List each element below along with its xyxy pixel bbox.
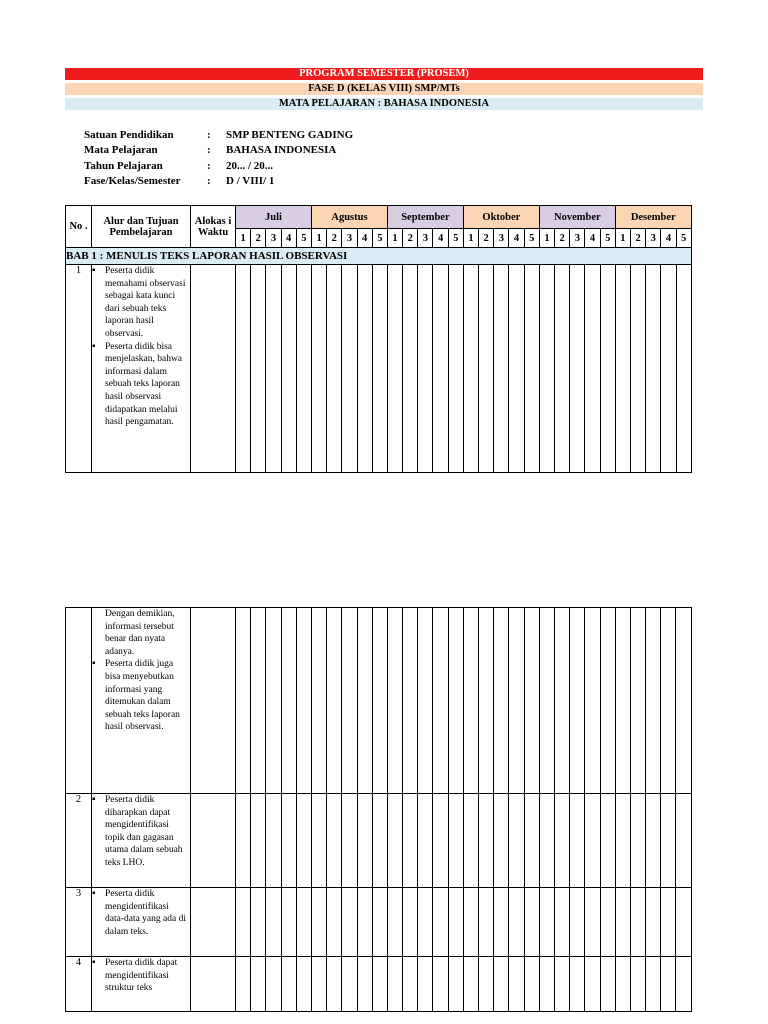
alokasi-cell [191, 265, 236, 473]
schedule-cell-desember-1 [615, 794, 630, 888]
schedule-cell-oktober-1 [463, 608, 478, 794]
schedule-cell-oktober-4 [509, 794, 524, 888]
info-colon: : [207, 159, 211, 172]
col-header-alur: Alur dan Tujuan Pembelajaran [92, 206, 191, 248]
bab-1-heading: BAB 1 : MENULIS TEKS LAPORAN HASIL OBSERVASI [66, 248, 692, 265]
schedule-cell-desember-3 [646, 608, 661, 794]
schedule-cell-september-5 [448, 608, 463, 794]
schedule-cell-desember-5 [676, 794, 691, 888]
week-header-november-2: 2 [555, 229, 570, 248]
schedule-cell-desember-5 [676, 957, 691, 1012]
week-header-agustus-5: 5 [372, 229, 387, 248]
table-row [66, 265, 692, 473]
schedule-cell-oktober-1 [463, 794, 478, 888]
info-value: BAHASA INDONESIA [226, 144, 337, 157]
schedule-cell-desember-2 [630, 608, 645, 794]
schedule-cell-september-3 [418, 957, 433, 1012]
schedule-cell-juli-1 [236, 888, 251, 957]
schedule-cell-agustus-1 [311, 608, 326, 794]
week-header-september-5: 5 [448, 229, 463, 248]
schedule-cell-desember-5 [676, 265, 691, 473]
schedule-cell-desember-1 [615, 888, 630, 957]
schedule-cell-september-4 [433, 794, 448, 888]
schedule-cell-oktober-5 [524, 608, 539, 794]
info-label: Tahun Pelajaran [84, 159, 163, 172]
schedule-cell-juli-3 [266, 794, 281, 888]
table-row [66, 957, 692, 1012]
schedule-cell-oktober-4 [509, 608, 524, 794]
schedule-cell-agustus-1 [311, 888, 326, 957]
schedule-cell-oktober-1 [463, 265, 478, 473]
schedule-cell-desember-3 [646, 794, 661, 888]
schedule-cell-september-1 [387, 265, 402, 473]
alur-cell [92, 794, 191, 888]
schedule-cell-juli-1 [236, 957, 251, 1012]
tujuan-item: ▪ Peserta didik diharapkan dapat mengidentifikasi topik dan gagasan utama dalam sebuah teks LHO. [92, 794, 190, 870]
week-header-oktober-1: 1 [463, 229, 478, 248]
schedule-cell-november-5 [600, 608, 615, 794]
schedule-cell-juli-5 [296, 957, 311, 1012]
schedule-cell-juli-3 [266, 888, 281, 957]
week-header-september-4: 4 [433, 229, 448, 248]
schedule-cell-desember-4 [661, 608, 676, 794]
alur-cell [92, 265, 191, 473]
schedule-cell-agustus-3 [342, 265, 357, 473]
alokasi-cell [191, 608, 236, 794]
week-header-juli-3: 3 [266, 229, 281, 248]
schedule-cell-agustus-5 [372, 794, 387, 888]
schedule-cell-november-1 [539, 794, 554, 888]
schedule-cell-desember-2 [630, 888, 645, 957]
schedule-cell-desember-2 [630, 265, 645, 473]
info-row-satuan [84, 127, 353, 143]
week-header-juli-4: 4 [281, 229, 296, 248]
week-header-agustus-1: 1 [311, 229, 326, 248]
schedule-cell-juli-1 [236, 794, 251, 888]
month-header-november: November [539, 206, 615, 229]
schedule-cell-desember-3 [646, 957, 661, 1012]
schedule-cell-oktober-3 [494, 957, 509, 1012]
schedule-cell-desember-4 [661, 888, 676, 957]
schedule-cell-september-4 [433, 608, 448, 794]
schedule-cell-oktober-4 [509, 957, 524, 1012]
schedule-cell-desember-5 [676, 608, 691, 794]
info-value: D / VIII/ 1 [226, 175, 275, 188]
schedule-cell-juli-5 [296, 265, 311, 473]
schedule-cell-agustus-1 [311, 794, 326, 888]
schedule-cell-juli-4 [281, 608, 296, 794]
schedule-cell-september-3 [418, 888, 433, 957]
schedule-cell-oktober-5 [524, 265, 539, 473]
school-info-block [84, 127, 353, 189]
schedule-cell-agustus-5 [372, 265, 387, 473]
schedule-cell-november-4 [585, 608, 600, 794]
week-header-juli-2: 2 [251, 229, 266, 248]
info-value: 20... / 20... [226, 159, 274, 172]
schedule-cell-juli-2 [251, 794, 266, 888]
schedule-cell-september-3 [418, 794, 433, 888]
month-header-juli: Juli [236, 206, 312, 229]
mapel-banner: MATA PELAJARAN : BAHASA INDONESIA [65, 98, 703, 110]
week-header-desember-2: 2 [630, 229, 645, 248]
schedule-cell-november-5 [600, 794, 615, 888]
schedule-cell-oktober-2 [479, 608, 494, 794]
schedule-cell-desember-1 [615, 265, 630, 473]
week-header-november-5: 5 [600, 229, 615, 248]
schedule-cell-agustus-4 [357, 888, 372, 957]
schedule-cell-november-1 [539, 608, 554, 794]
schedule-cell-oktober-1 [463, 888, 478, 957]
month-header-desember: Desember [615, 206, 691, 229]
week-header-juli-5: 5 [296, 229, 311, 248]
schedule-cell-november-5 [600, 957, 615, 1012]
row-number: 3 [66, 888, 92, 957]
schedule-cell-oktober-3 [494, 265, 509, 473]
schedule-cell-oktober-2 [479, 794, 494, 888]
month-header-agustus: Agustus [311, 206, 387, 229]
week-header-november-4: 4 [585, 229, 600, 248]
schedule-cell-oktober-5 [524, 888, 539, 957]
schedule-cell-agustus-1 [311, 957, 326, 1012]
schedule-cell-september-5 [448, 957, 463, 1012]
schedule-cell-november-4 [585, 957, 600, 1012]
schedule-cell-november-4 [585, 265, 600, 473]
schedule-cell-agustus-3 [342, 608, 357, 794]
col-header-no: No . [66, 206, 92, 248]
alokasi-cell [191, 888, 236, 957]
schedule-cell-desember-4 [661, 794, 676, 888]
schedule-cell-oktober-3 [494, 608, 509, 794]
schedule-cell-november-2 [554, 608, 569, 794]
schedule-cell-oktober-1 [463, 957, 478, 1012]
schedule-cell-november-1 [539, 957, 554, 1012]
schedule-cell-agustus-1 [311, 265, 326, 473]
info-row-mapel [84, 143, 353, 159]
schedule-cell-september-2 [403, 957, 418, 1012]
info-colon: : [207, 128, 211, 141]
tujuan-continuation: Dengan demikian, informasi tersebut benar dan nyata adanya. [105, 609, 175, 657]
week-header-juli-1: 1 [236, 229, 251, 248]
schedule-cell-agustus-2 [327, 957, 342, 1012]
alur-cell [92, 888, 191, 957]
schedule-cell-agustus-2 [327, 608, 342, 794]
schedule-cell-desember-2 [630, 794, 645, 888]
schedule-cell-september-4 [433, 957, 448, 1012]
schedule-cell-november-4 [585, 888, 600, 957]
schedule-cell-november-3 [570, 794, 585, 888]
schedule-cell-desember-5 [676, 888, 691, 957]
prosem-table-page1 [65, 205, 692, 473]
schedule-cell-agustus-5 [372, 888, 387, 957]
schedule-cell-agustus-5 [372, 957, 387, 1012]
prosem-table-page2 [65, 607, 692, 1012]
col-header-alokasi: Alokas i Waktu [191, 206, 236, 248]
row-number: 2 [66, 794, 92, 888]
month-header-september: September [387, 206, 463, 229]
alur-cell [92, 608, 191, 794]
schedule-cell-november-1 [539, 265, 554, 473]
info-value: SMP BENTENG GADING [226, 128, 354, 141]
schedule-cell-november-2 [555, 265, 570, 473]
prosem-title-banner: PROGRAM SEMESTER (PROSEM) [65, 68, 703, 80]
schedule-cell-september-5 [448, 888, 463, 957]
table-row [66, 888, 692, 957]
info-label: Mata Pelajaran [84, 144, 158, 157]
schedule-cell-november-3 [570, 957, 585, 1012]
week-header-september-2: 2 [403, 229, 418, 248]
tujuan-item: ▪ Peserta didik dapat mengidentifikasi struktur teks [92, 957, 190, 995]
schedule-cell-november-5 [600, 265, 615, 473]
schedule-cell-september-2 [403, 888, 418, 957]
schedule-cell-agustus-2 [327, 794, 342, 888]
schedule-cell-agustus-2 [327, 888, 342, 957]
schedule-cell-november-5 [600, 888, 615, 957]
week-header-desember-5: 5 [676, 229, 691, 248]
schedule-cell-september-2 [403, 265, 418, 473]
week-header-desember-1: 1 [615, 229, 630, 248]
schedule-cell-september-5 [448, 265, 463, 473]
row-number: 4 [66, 957, 92, 1012]
schedule-cell-agustus-3 [342, 888, 357, 957]
info-row-fase [84, 174, 353, 190]
week-header-desember-4: 4 [661, 229, 676, 248]
schedule-cell-agustus-3 [342, 957, 357, 1012]
schedule-cell-juli-3 [266, 957, 281, 1012]
table-row [66, 794, 692, 888]
schedule-cell-desember-3 [646, 888, 661, 957]
schedule-cell-september-1 [387, 957, 402, 1012]
schedule-cell-oktober-2 [479, 888, 494, 957]
week-header-september-3: 3 [418, 229, 433, 248]
schedule-cell-juli-2 [251, 265, 266, 473]
schedule-cell-november-2 [554, 794, 569, 888]
schedule-cell-oktober-4 [509, 265, 524, 473]
schedule-cell-november-4 [585, 794, 600, 888]
alokasi-cell [191, 957, 236, 1012]
schedule-cell-juli-5 [296, 608, 311, 794]
tujuan-item: ▪ Peserta didik juga bisa menyebutkan informasi yang ditemukan dalam sebuah teks laporan hasil observasi. [92, 658, 190, 734]
fase-banner: FASE D (KELAS VIII) SMP/MTs [65, 83, 703, 95]
info-row-tahun [84, 158, 353, 174]
schedule-cell-oktober-5 [524, 957, 539, 1012]
schedule-cell-desember-1 [615, 608, 630, 794]
schedule-cell-juli-2 [251, 957, 266, 1012]
schedule-cell-juli-5 [296, 794, 311, 888]
row-number: 1 [66, 265, 92, 473]
week-header-agustus-4: 4 [357, 229, 372, 248]
schedule-cell-november-2 [554, 888, 569, 957]
schedule-cell-desember-3 [646, 265, 661, 473]
schedule-cell-september-4 [433, 265, 448, 473]
week-header-november-1: 1 [539, 229, 554, 248]
schedule-cell-agustus-5 [372, 608, 387, 794]
schedule-cell-desember-1 [615, 957, 630, 1012]
info-colon: : [207, 175, 211, 188]
schedule-cell-desember-4 [661, 957, 676, 1012]
week-header-november-3: 3 [570, 229, 585, 248]
schedule-cell-september-4 [433, 888, 448, 957]
schedule-cell-november-3 [570, 265, 585, 473]
week-header-oktober-5: 5 [524, 229, 539, 248]
week-header-oktober-2: 2 [479, 229, 494, 248]
schedule-cell-oktober-3 [494, 794, 509, 888]
week-header-oktober-4: 4 [509, 229, 524, 248]
schedule-cell-november-2 [554, 957, 569, 1012]
tujuan-item: ▪ Peserta didik bisa menjelaskan, bahwa informasi dalam sebuah teks laporan hasil observasi didapatkan melalui hasil pengamatan. [92, 341, 190, 429]
schedule-cell-juli-4 [281, 265, 296, 473]
schedule-cell-oktober-2 [479, 265, 494, 473]
schedule-cell-juli-1 [236, 608, 251, 794]
info-colon: : [207, 144, 211, 157]
info-label: Fase/Kelas/Semester [84, 175, 181, 188]
schedule-cell-september-3 [418, 608, 433, 794]
schedule-cell-agustus-3 [342, 794, 357, 888]
schedule-cell-oktober-3 [494, 888, 509, 957]
schedule-cell-september-3 [418, 265, 433, 473]
schedule-cell-oktober-5 [524, 794, 539, 888]
schedule-cell-agustus-2 [327, 265, 342, 473]
week-header-agustus-2: 2 [327, 229, 342, 248]
week-header-desember-3: 3 [646, 229, 661, 248]
week-header-agustus-3: 3 [342, 229, 357, 248]
schedule-cell-september-1 [387, 794, 402, 888]
schedule-cell-agustus-4 [357, 608, 372, 794]
info-label: Satuan Pendidikan [84, 128, 174, 141]
schedule-cell-oktober-2 [479, 957, 494, 1012]
schedule-cell-september-2 [403, 794, 418, 888]
schedule-cell-juli-5 [296, 888, 311, 957]
schedule-cell-juli-1 [236, 265, 251, 473]
alur-cell [92, 957, 191, 1012]
schedule-cell-juli-4 [281, 957, 296, 1012]
schedule-cell-agustus-4 [357, 265, 372, 473]
month-header-oktober: Oktober [463, 206, 539, 229]
schedule-cell-september-2 [403, 608, 418, 794]
row-number [66, 608, 92, 794]
schedule-cell-agustus-4 [357, 957, 372, 1012]
week-header-september-1: 1 [387, 229, 402, 248]
alokasi-cell [191, 794, 236, 888]
schedule-cell-juli-4 [281, 794, 296, 888]
schedule-cell-november-3 [570, 888, 585, 957]
schedule-cell-september-1 [387, 888, 402, 957]
week-header-oktober-3: 3 [494, 229, 509, 248]
tujuan-item: ▪ Peserta didik mengidentifikasi data-data yang ada di dalam teks. [92, 888, 190, 938]
tujuan-item: ▪ Peserta didik memahami observasi sebagai kata kunci dari sebuah teks laporan hasil observasi. [92, 265, 190, 341]
schedule-cell-desember-4 [661, 265, 676, 473]
schedule-cell-desember-2 [630, 957, 645, 1012]
schedule-cell-juli-2 [251, 608, 266, 794]
schedule-cell-juli-3 [266, 265, 281, 473]
schedule-cell-september-1 [387, 608, 402, 794]
schedule-cell-oktober-4 [509, 888, 524, 957]
schedule-cell-agustus-4 [357, 794, 372, 888]
schedule-cell-september-5 [448, 794, 463, 888]
schedule-cell-juli-2 [251, 888, 266, 957]
schedule-cell-november-3 [570, 608, 585, 794]
schedule-cell-juli-3 [266, 608, 281, 794]
schedule-cell-november-1 [539, 888, 554, 957]
table-row [66, 608, 692, 794]
schedule-cell-juli-4 [281, 888, 296, 957]
